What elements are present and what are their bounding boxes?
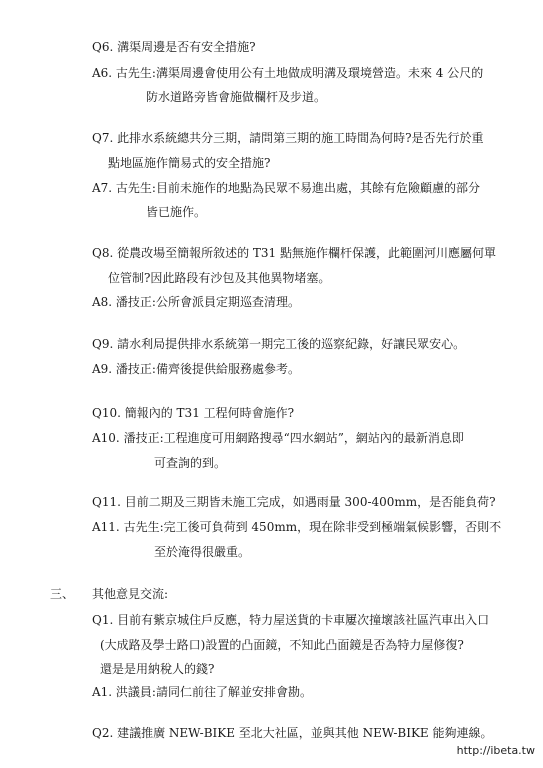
q6-answer-line-1: A6. 古先生:溝渠周邊會使用公有土地做成明溝及環境營造。未來 4 公尺的: [92, 66, 484, 80]
q11-answer-line-2: 至於淹得很嚴重。: [154, 545, 251, 559]
q9-question: Q9. 請水利局提供排水系統第一期完工後的巡察紀錄，好讓民眾安心。: [92, 337, 466, 351]
q11-question: Q11. 目前二期及三期皆未施工完成，如遇雨量 300-400mm，是否能負荷?: [92, 495, 496, 509]
q10-question: Q10. 簡報內的 T31 工程何時會施作?: [92, 406, 295, 420]
q10-answer-line-2: 可查詢的到。: [154, 456, 227, 470]
s3-q1-question-line-3: 還是是用納稅人的錢?: [100, 662, 215, 676]
q7-question-line-1: Q7. 此排水系統總共分三期，請問第三期的施工時間為何時?是否先行於重: [92, 131, 484, 145]
s3-q2-question: Q2. 建議推廣 NEW-BIKE 至北大社區，並與其他 NEW-BIKE 能夠連線。: [92, 726, 493, 740]
s3-q1-answer: A1. 洪議員:請同仁前往了解並安排會勘。: [92, 685, 312, 699]
section-number: 三、: [50, 587, 75, 601]
q7-answer-line-1: A7. 古先生:目前未施作的地點為民眾不易進出處，其餘有危險顧慮的部分: [92, 181, 480, 195]
q10-answer-line-1: A10. 潘技正:工程進度可用網路搜尋“四水網站”，網站內的最新消息即: [92, 431, 464, 445]
q11-answer-line-1: A11. 古先生:完工後可負荷到 450mm，現在除非受到極端氣候影響，否則不: [92, 520, 502, 534]
q8-question-line-1: Q8. 從農改場至簡報所敘述的 T31 點無施作欄杆保護，此範圍河川應屬何單: [92, 246, 497, 260]
q7-question-line-2: 點地區施作簡易式的安全措施?: [108, 156, 271, 170]
section-title: 其他意見交流:: [92, 587, 169, 601]
s3-q1-question-line-1: Q1. 目前有紫京城住戶反應，特力屋送貨的卡車屢次撞壞該社區汽車出入口: [92, 613, 490, 627]
q8-answer: A8. 潘技正:公所會派員定期巡查清理。: [92, 295, 300, 309]
watermark: http://ibeta.tw: [456, 744, 535, 757]
q7-answer-line-2: 皆已施作。: [146, 205, 207, 219]
q9-answer: A9. 潘技正:備齊後提供給服務處參考。: [92, 362, 300, 376]
q6-answer-line-2: 防水道路旁皆會施做欄杆及步道。: [146, 90, 327, 104]
q6-question: Q6. 溝渠周邊是否有安全措施?: [92, 40, 256, 54]
s3-q1-question-line-2: (大成路及學士路口)設置的凸面鏡，不知此凸面鏡是否為特力屋修復?: [100, 638, 464, 652]
q8-question-line-2: 位管制?因此路段有沙包及其他異物堵塞。: [108, 271, 331, 285]
